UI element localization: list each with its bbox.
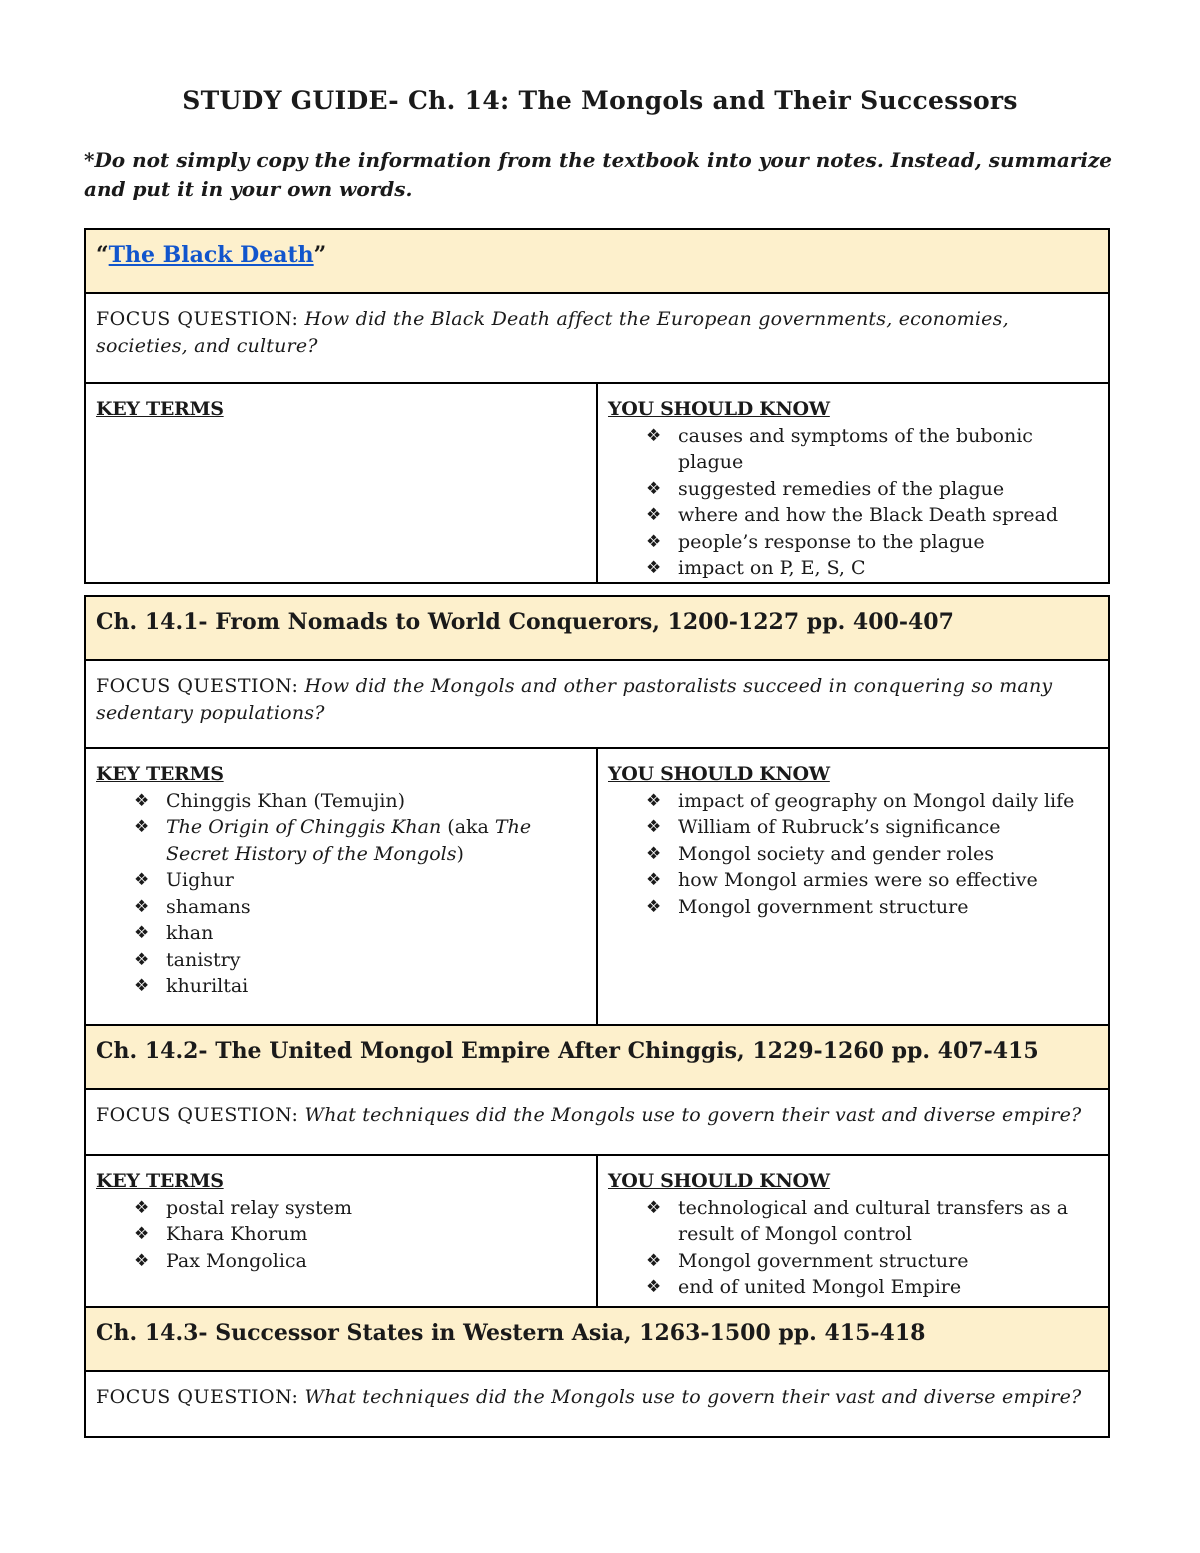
section-heading-14-1: Ch. 14.1- From Nomads to World Conquerors, 1200-1227 pp. 400-407 [85,596,1109,660]
aka-text: (aka [447,816,495,838]
section-heading [85,229,1109,293]
list-item: ❖ impact of geography on Mongol daily life [646,788,1098,815]
you-should-know-heading: YOU SHOULD KNOW [608,763,830,785]
focus-label: FOCUS QUESTION: [96,675,299,697]
key-terms-cell [85,383,597,583]
close-quote: ” [313,242,327,268]
section-heading-14-3: Ch. 14.3- Successor States in Western Asia, 1263-1500 pp. 415-418 [85,1307,1109,1371]
list-item: ❖ people’s response to the plague [646,529,1098,556]
list-item: ❖ khuriltai [134,973,586,1000]
list-item: ❖ suggested remedies of the plague [646,476,1098,503]
black-death-link[interactable]: The Black Death [108,242,314,268]
focus-question: What techniques did the Mongols use to govern their vast and diverse empire? [304,1386,1082,1408]
open-quote: “ [96,242,109,268]
you-should-know-heading: YOU SHOULD KNOW [608,398,830,420]
focus-question-row [85,293,1109,383]
list-item: ❖ khan [134,920,586,947]
list-item: ❖ how Mongol armies were so effective [646,867,1098,894]
section-heading-14-2: Ch. 14.2- The United Mongol Empire After Chinggis, 1229-1260 pp. 407-415 [85,1025,1109,1089]
list-item: ❖ Mongol government structure [646,1248,1098,1275]
document-title: STUDY GUIDE- Ch. 14: The Mongols and Their Successors [182,86,1018,115]
section-black-death [84,228,1110,584]
key-terms-heading: KEY TERMS [96,398,224,420]
key-terms-cell [85,1155,597,1307]
focus-question-row [85,1089,1109,1155]
focus-question: What techniques did the Mongols use to govern their vast and diverse empire? [304,1104,1082,1126]
book-alt-title: The Secret History of the Mongols [166,816,532,865]
focus-question-row [85,660,1109,748]
list-item: ❖ William of Rubruck’s significance [646,814,1098,841]
key-terms-cell [85,748,597,1025]
list-item [134,814,586,867]
list-item: ❖ causes and symptoms of the bubonic plague [646,423,1098,476]
list-item: ❖ Chinggis Khan (Temujin) [134,788,586,815]
list-item: ❖ Mongol government structure [646,894,1098,921]
focus-label: FOCUS QUESTION: [96,308,299,330]
you-should-know-cell [597,383,1109,583]
list-item: ❖ shamans [134,894,586,921]
focus-question-row [85,1371,1109,1437]
list-item: ❖ Mongol society and gender roles [646,841,1098,868]
you-should-know-cell [597,748,1109,1025]
list-item: ❖ postal relay system [134,1195,586,1222]
list-item: ❖ where and how the Black Death spread [646,502,1098,529]
key-terms-heading: KEY TERMS [96,763,224,785]
section-chapter-14 [84,595,1110,1438]
list-item: ❖ tanistry [134,947,586,974]
focus-label: FOCUS QUESTION: [96,1104,299,1126]
list-item: ❖ Khara Khorum [134,1221,586,1248]
list-item: ❖ Pax Mongolica [134,1248,586,1275]
you-should-know-heading: YOU SHOULD KNOW [608,1170,830,1192]
you-should-know-cell [597,1155,1109,1307]
list-item: ❖ technological and cultural transfers as a result of Mongol control [646,1195,1098,1248]
book-title: The Origin of Chinggis Khan [166,816,442,838]
focus-label: FOCUS QUESTION: [96,1386,299,1408]
focus-question: How did the Mongols and other pastoralists succeed in conquering so many sedentary populations? [96,675,1053,724]
list-item: ❖ Uighur [134,867,586,894]
instructions: *Do not simply copy the information from the textbook into your notes. Instead, summarize and put it in your own words. [84,148,1113,201]
key-terms-heading: KEY TERMS [96,1170,224,1192]
list-item: ❖ impact on P, E, S, C [646,555,1098,582]
close-paren: ) [456,842,464,865]
focus-question: How did the Black Death affect the European governments, economies, societies, and culture? [96,308,1009,357]
list-item: ❖ end of united Mongol Empire [646,1274,1098,1301]
